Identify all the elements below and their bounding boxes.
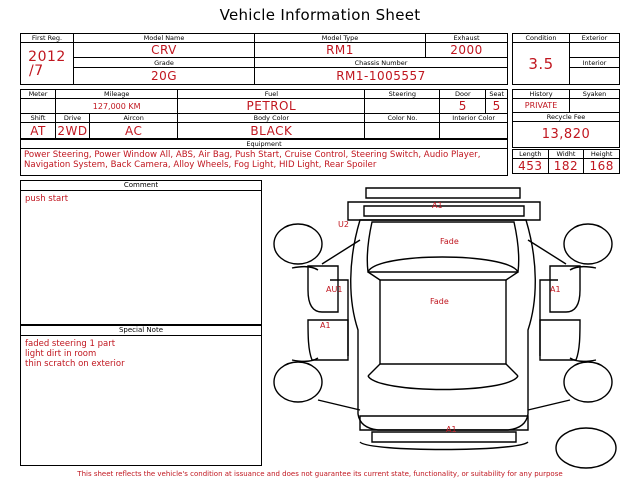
history-table <box>512 89 620 148</box>
comment-box <box>20 180 262 325</box>
interior-color-value <box>440 123 508 139</box>
aircon-value: AC <box>90 123 178 139</box>
car-damage-diagram <box>268 180 620 470</box>
mileage-label: Mileage <box>56 90 178 99</box>
special-note-text: faded steering 1 part light dirt in room thin scratch on exterior <box>25 339 125 369</box>
height-label: Height <box>584 150 620 159</box>
comment-text: push start <box>25 194 69 204</box>
drive-value: 2WD <box>57 123 88 138</box>
syaken-label: Syaken <box>570 90 620 99</box>
damage-front-left: U2 <box>338 220 349 229</box>
damage-left-front-fender: AU1 <box>326 285 343 294</box>
history-label: History <box>513 90 570 99</box>
grade-value: 20G <box>74 67 255 84</box>
first-reg-label: First Reg. <box>21 34 74 43</box>
model-type: RM1 <box>255 43 426 58</box>
damage-rear: A1 <box>446 425 457 434</box>
equipment-label: Equipment <box>21 140 507 149</box>
front-left-wheel <box>274 224 322 264</box>
width-value: 182 <box>548 159 584 174</box>
spare-wheel <box>556 428 616 468</box>
model-name-label: Model Name <box>74 34 255 43</box>
equipment-box <box>20 139 508 176</box>
steering-value <box>365 99 440 114</box>
damage-hood: Fade <box>440 237 459 246</box>
model-name: CRV <box>74 43 255 58</box>
comment-label: Comment <box>21 181 261 191</box>
body-color-value: BLACK <box>178 123 365 139</box>
interior-label: Interior <box>570 58 620 67</box>
mileage-value: 127,000 KM <box>56 99 178 114</box>
footer-disclaimer: This sheet reflects the vehicle's condition at issuance and does not guarantee its current state, functionality, or suitability for any purpose <box>77 470 563 478</box>
recycle-fee-value: 13,820 <box>513 122 620 148</box>
sheet-title: Vehicle Information Sheet <box>219 6 421 24</box>
interior-value <box>570 67 620 84</box>
spec-table <box>20 89 508 139</box>
rear-bumper <box>360 416 528 430</box>
color-no-label: Color No. <box>365 114 440 123</box>
front-right-wheel <box>564 224 612 264</box>
chassis-label: Chassis Number <box>255 58 508 67</box>
damage-roof: Fade <box>430 297 449 306</box>
dimensions-table <box>512 149 620 174</box>
width-label: Widht <box>548 150 584 159</box>
exterior-label: Exterior <box>570 34 620 43</box>
recycle-fee-label: Recycle Fee <box>513 113 620 122</box>
condition-label: Condition <box>513 34 570 43</box>
meter-label: Meter <box>21 90 56 99</box>
color-no-value <box>365 123 440 139</box>
aircon-label: Aircon <box>90 114 178 123</box>
special-note-label: Special Note <box>21 326 261 336</box>
door-label: Door <box>440 90 486 99</box>
equipment-text: Power Steering, Power Window All, ABS, Air Bag, Push Start, Cruise Control, Steering Switch, Audio Player, Navigation System, Back Camera, Alloy Wheels, Fog Light, HID Light, Rear Spoiler <box>24 150 481 170</box>
condition-table <box>512 33 620 85</box>
grade-label: Grade <box>74 58 255 67</box>
rear-left-wheel <box>274 362 322 402</box>
drive-label: Drive <box>56 114 90 123</box>
length-value: 453 <box>513 159 549 174</box>
first-reg-month: /7 <box>29 62 44 79</box>
seat-value: 5 <box>486 99 508 114</box>
condition-grade: 3.5 <box>513 43 570 85</box>
length-label: Length <box>513 150 549 159</box>
fuel-value: PETROL <box>178 99 365 114</box>
damage-front-top: A1 <box>432 201 443 210</box>
shift-value: AT <box>21 123 56 139</box>
door-value: 5 <box>440 99 486 114</box>
syaken-value <box>570 99 620 113</box>
damage-right-front-fender: A1 <box>550 285 561 294</box>
damage-left-door: A1 <box>320 321 331 330</box>
chassis-number: RM1-1005557 <box>255 67 508 84</box>
interior-color-label: Interior Color <box>440 114 508 123</box>
rear-right-wheel <box>564 362 612 402</box>
exhaust-value: 2000 <box>426 43 508 58</box>
main-info-table <box>20 33 508 85</box>
height-value: 168 <box>584 159 620 174</box>
exhaust-label: Exhaust <box>426 34 508 43</box>
body-color-label: Body Color <box>178 114 365 123</box>
front-bumper <box>366 188 520 198</box>
special-note-box <box>20 325 262 466</box>
body-outline <box>351 220 536 430</box>
history-value: PRIVATE <box>513 99 570 113</box>
steering-label: Steering <box>365 90 440 99</box>
model-type-label: Model Type <box>255 34 426 43</box>
fuel-label: Fuel <box>178 90 365 99</box>
first-reg-year: 2012 <box>28 48 66 65</box>
shift-label: Shift <box>21 114 56 123</box>
exterior-value <box>570 43 620 58</box>
meter-value <box>21 99 56 114</box>
first-reg-cell <box>21 43 74 85</box>
seat-label: Seat <box>486 90 508 99</box>
